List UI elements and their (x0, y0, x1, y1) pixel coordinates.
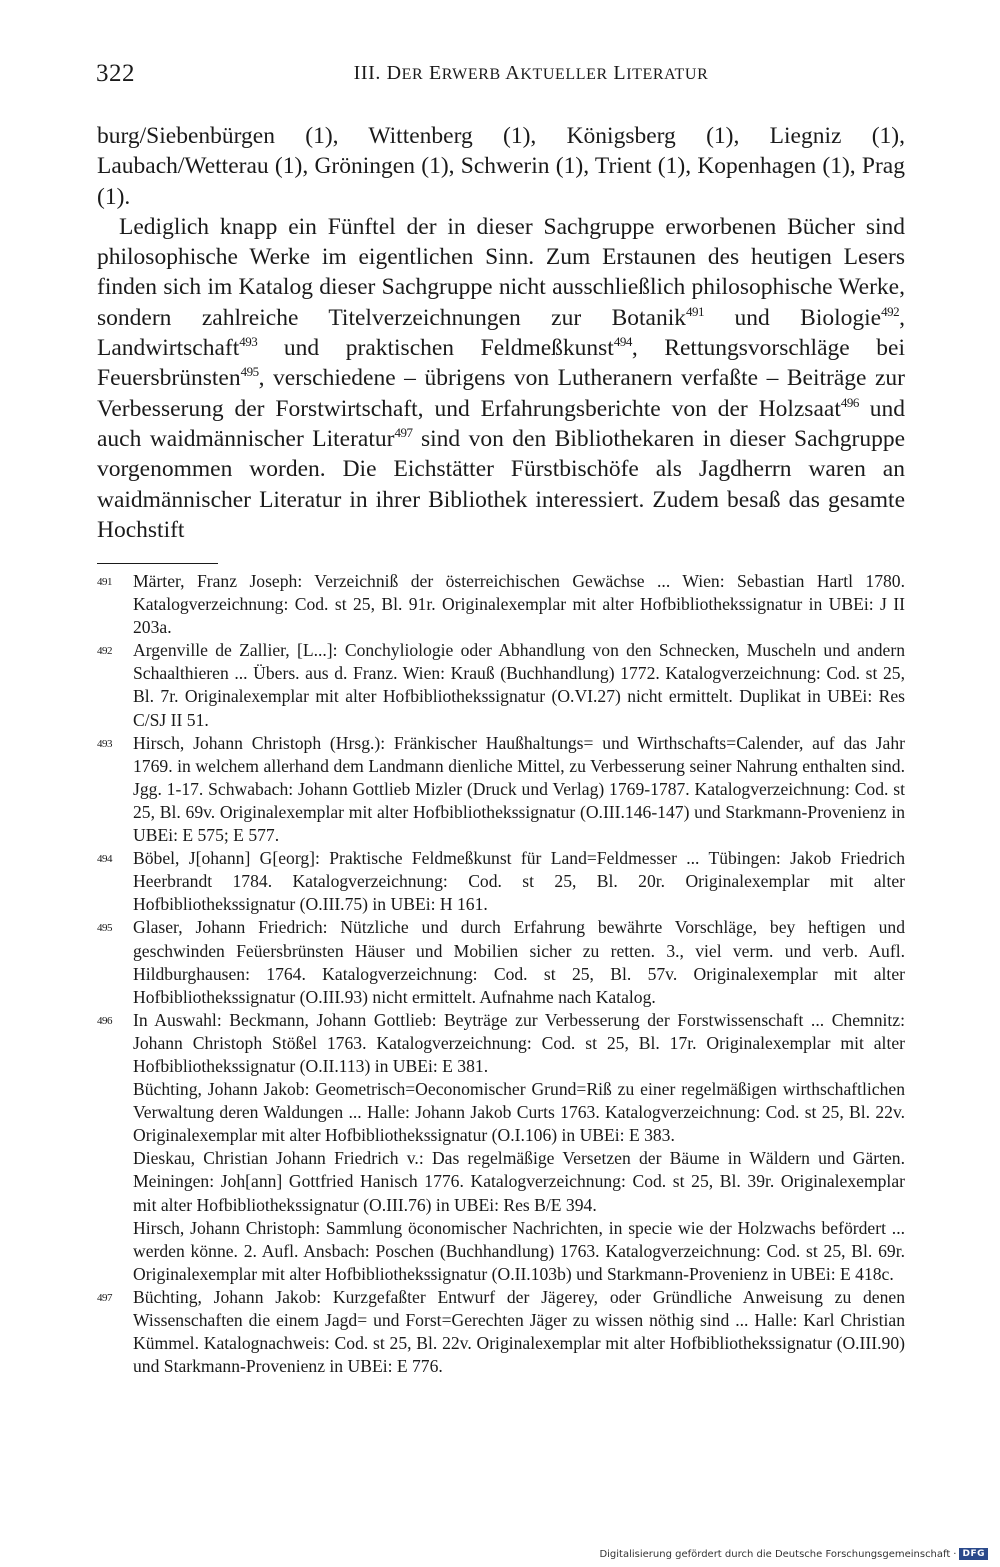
footnote (97, 916, 905, 1008)
footnote-reference[interactable]: 494 (613, 334, 632, 350)
dfg-logo-icon: DFG (959, 1548, 988, 1560)
paragraph-segment: , verschiedene – übrigens von Lutheranern verfaßte – Beiträge zur Verbesserung der Forstwirtschaft, und Erfahrungsberichte von der Holzsaat (97, 365, 905, 422)
footnote-number: 491 (97, 576, 112, 588)
footnote-reference[interactable]: 492 (881, 303, 900, 319)
footnote-number: 494 (97, 853, 112, 866)
footnote-subentry: Hirsch, Johann Christoph: Sammlung öconomischer Nachrichten, in specie wie der Holzwachs befördert ... werden könne. 2. Aufl. Ansbach: Poschen (Buchhandlung) 1763. Katalogverzeichnung: Cod. st 25, Bl. 69r. Originalexemplar mit alter Hofbibliothekssignatur (O.II.103b) und Starkmann-Provenienz in UBEi: E 418c. (133, 1217, 905, 1284)
footnote-number: 492 (97, 645, 112, 658)
funding-text: Digitalisierung gefördert durch die Deutsche Forschungsgemeinschaft (599, 1548, 951, 1560)
footnote (97, 1286, 905, 1378)
footnote-rule (97, 563, 218, 564)
paragraph-segment: , Landwirtschaft (97, 304, 905, 362)
chapter-title (387, 62, 709, 84)
footnote-reference[interactable]: 496 (840, 394, 859, 410)
footnote-number: 497 (97, 1291, 112, 1304)
footnote-reference[interactable]: 497 (394, 424, 413, 440)
paragraph-segment: Lediglich knapp ein Fünftel der in dieser Sachgruppe erworbenen Bücher sind philosophische Werke im eigentlichen Sinn. Zum Erstaunen des heutigen Lesers finden sich im Katalog dieser Sachgruppe nicht ausschließlich philosophische Werke, sondern zahlreiche Titelverzeichnungen zur Botanik (97, 213, 905, 331)
funding-banner (599, 1548, 988, 1560)
footnote-subentry: Büchting, Johann Jakob: Geometrisch=Oeconomischer Grund=Riß zu einer regelmäßigen wirthschaftlichen Verwaltung deren Waldungen ... Halle: Johann Jakob Curts 1763. Katalogverzeichnung: Cod. st 25, Bl. 22v. Originalexemplar mit alter Hofbibliothekssignatur (O.I.106) in UBEi: E 383. (133, 1079, 905, 1146)
chapter-number: III. (353, 62, 382, 84)
paragraph-segment: und praktischen Feldmeßkunst (257, 335, 614, 362)
footnote-number: 493 (97, 737, 112, 750)
footnote (97, 732, 905, 847)
paragraph-segment: sind von den Bibliothekaren in dieser Sachgruppe vorgenommen worden. Die Eichstätter Fürstbischöfe als Jagdherrn waren an waidmännischer Literatur in ihrer Bibliothek interessiert. Zudem besaß das gesamte Hochstift (97, 425, 905, 543)
paragraph-segment: , Rettungsvorschläge bei Feuersbrünsten (97, 335, 906, 392)
footnote-text: Glaser, Johann Friedrich: Nützliche und durch Erfahrung bewährte Vorschläge, bey heftigen und geschwinden Feüersbrünsten Häuser und Mobilien sicher zu retten. 3., viel verm. und verb. Aufl. Hildburghausen: 1764. Katalogverzeichnung: Cod. st 25, Bl. 57v. Originalexemplar mit alter Hofbibliothekssignatur (O.III.93) nicht ermittelt. Aufnahme nach Katalog. (133, 917, 905, 1007)
footnote-text: In Auswahl: Beckmann, Johann Gottlieb: Beyträge zur Verbesserung der Forstwissenschaft ... Chemnitz: Johann Christoph Stößel 1763. Katalogverzeichnung: Cod. st 25, Bl. 17r. Originalexemplar mit alter Hofbibliothekssignatur (O.II.113) in UBEi: E 381. (133, 1009, 905, 1076)
footnote-number: 496 (97, 1014, 112, 1027)
footnote-text: Argenville de Zallier, [L...]: Conchyliologie oder Abhandlung von den Schnecken, Muscheln und andern Schaalthieren ... Übers. aus d. Franz. Wien: Krauß (Buchhandlung) 1772. Katalogverzeichnung: Cod. st 25, Bl. 7r. Originalexemplar mit alter Hofbibliothekssignatur (O.VI.27) nicht ermittelt. Duplikat in UBEi: Res C/SJ II 51. (133, 640, 905, 730)
footnotes (97, 570, 905, 1378)
paragraph-segment: und auch waidmännischer Literatur (97, 395, 906, 452)
footnote-text: Hirsch, Johann Christoph (Hrsg.): Fränkischer Haußhaltungs= und Wirthschafts=Calender, auf das Jahr 1769. in welchem allerhand dem Landmann dienliche Mittel, zu Verbesserung seiner Nahrung enthalten sind. Jgg. 1-17. Schwabach: Johann Gottlieb Mizler (Druck und Verlag) 1769-1787. Katalogverzeichnung: Cod. st 25, Bl. 69v. Originalexemplar mit alter Hofbibliothekssignatur (O.III.146-147) und Starkmann-Provenienz in UBEi: E 575; E 577. (133, 732, 905, 846)
footnote-subentry: Dieskau, Christian Johann Friedrich v.: Das regelmäßige Versetzen der Bäume in Wäldern und Gärten. Meiningen: Joh[ann] Gottfried Hanisch 1776. Katalogverzeichnung: Cod. st 25, Bl. 39r. Originalexemplar mit alter Hofbibliothekssignatur (O.III.76) in UBEi: Res B/E 394. (133, 1148, 905, 1215)
running-head (96, 62, 906, 85)
page-number: 322 (96, 60, 135, 87)
page-header (96, 60, 906, 96)
paragraph: burg/Siebenbürgen (1), Wittenberg (1), Königsberg (1), Liegniz (1), Laubach/Wetterau (1), Gröningen (1), Schwerin (1), Trient (1), Kopenhagen (1), Prag (1). (97, 123, 905, 210)
paragraph-segment: und Biologie (704, 304, 882, 331)
footnote-text: Büchting, Johann Jakob: Kurzgefaßter Entwurf der Jägerey, oder Gründliche Anweisung zu denen Wissenschaften die einem Jagd= und Forst=Gerechten Jäger zu wissen nöthig sind ... Halle: Karl Christian Kümmel. Katalognachweis: Cod. st 25, Bl. 22v. Originalexemplar mit alter Hofbibliothekssignatur (O.III.90) und Starkmann-Provenienz in UBEi: E 776. (133, 1286, 905, 1377)
paragraph (97, 212, 905, 545)
footnote-reference[interactable]: 495 (240, 364, 259, 380)
footnote-text: Märter, Franz Joseph: Verzeichniß der österreichischen Gewächse ... Wien: Sebastian Hartl 1780. Katalogverzeichnung: Cod. st 25, Bl. 91r. Originalexemplar mit alter Hofbibliothekssignatur in UBEi: J II 203a. (133, 571, 905, 638)
footnote-reference[interactable]: 493 (239, 334, 258, 350)
body-text (97, 121, 905, 545)
chapter-title-text: DER ERWERB AKTUELLER LITERATUR (386, 62, 709, 84)
footnote-text: Böbel, J[ohann] G[eorg]: Praktische Feldmeßkunst für Land=Feldmesser ... Tübingen: Jakob Friedrich Heerbrandt 1784. Katalogverzeichnung: Cod. st 25, Bl. 20r. Originalexemplar mit alter Hofbibliothekssignatur (O.III.75) in UBEi: H 161. (133, 848, 905, 915)
footnote-reference[interactable]: 491 (686, 303, 705, 319)
footnote (97, 570, 905, 639)
footnote (97, 639, 905, 731)
footnote (97, 847, 905, 916)
dot-separator: · (953, 1548, 957, 1560)
footnote-number: 495 (97, 922, 112, 935)
footnote (97, 1009, 905, 1286)
